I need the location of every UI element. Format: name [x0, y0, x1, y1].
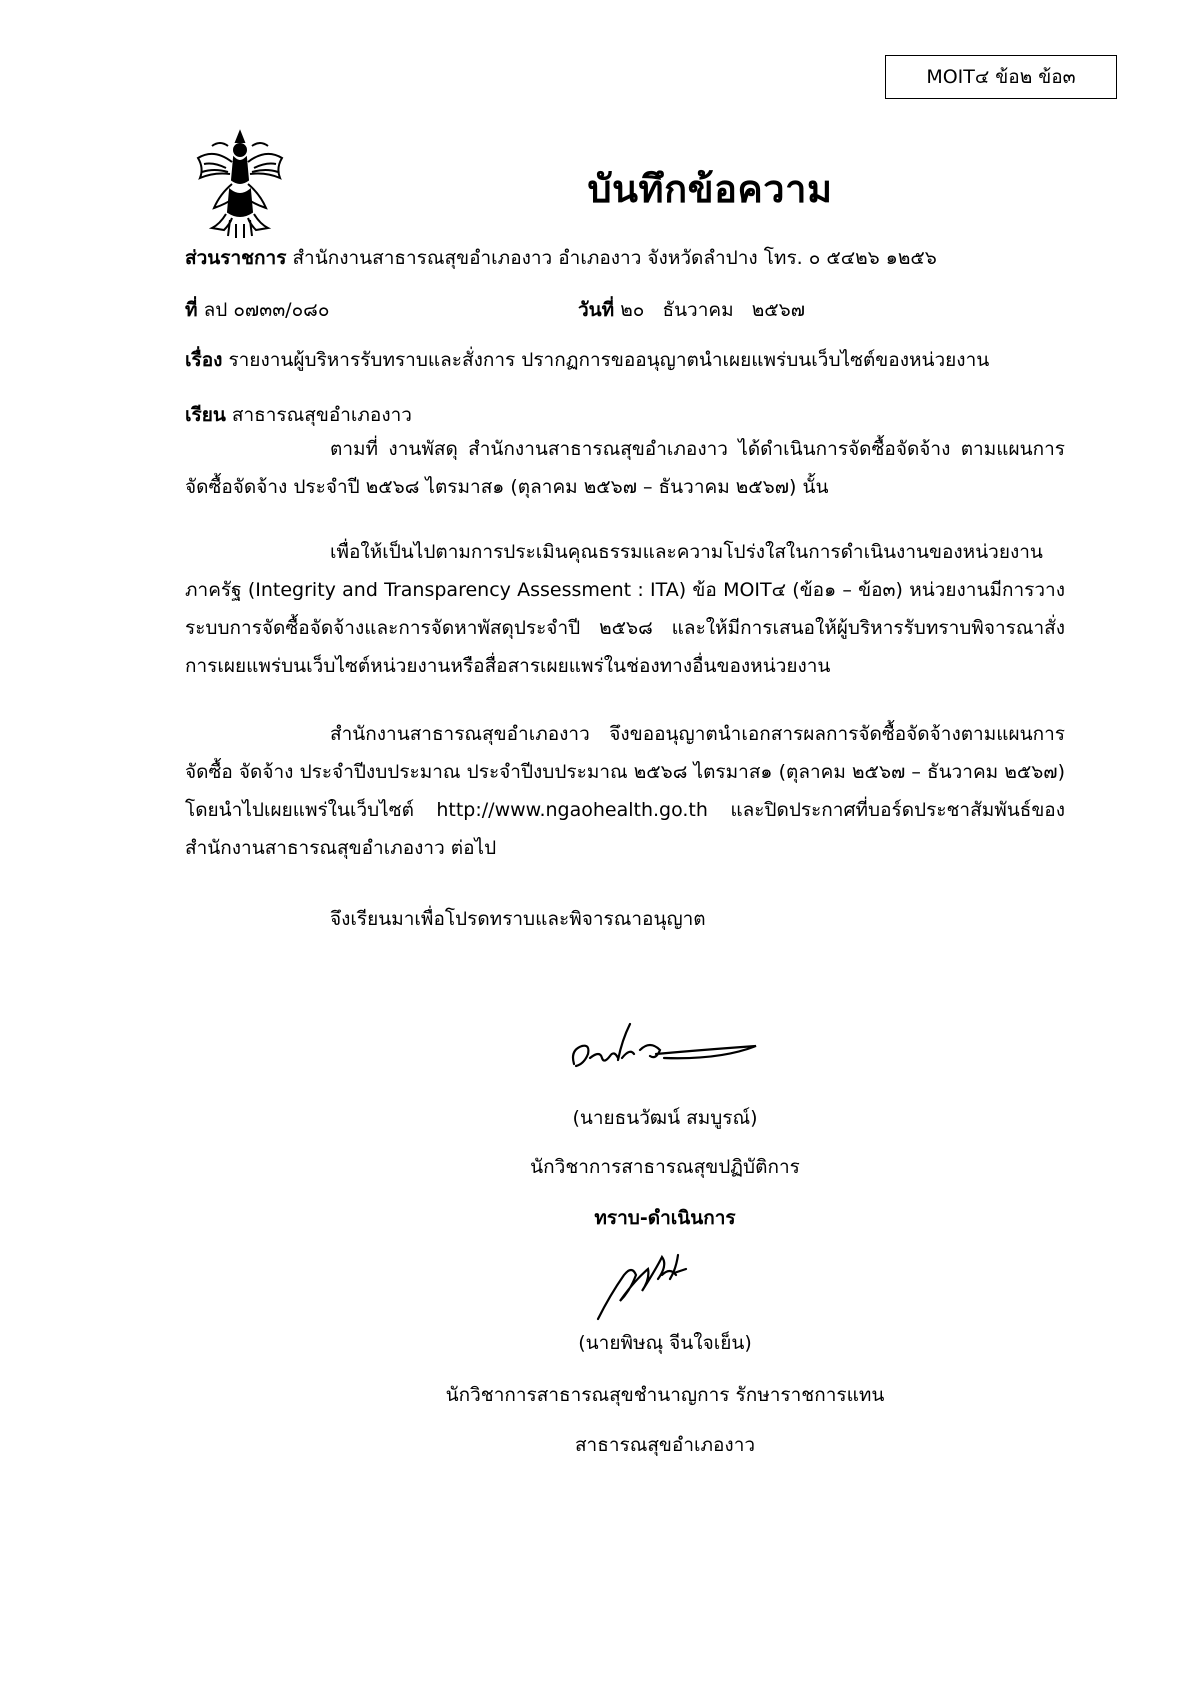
reference-label: ที่ [185, 299, 198, 321]
body-paragraph-3: สำนักงานสาธารณสุขอำเภองาว จึงขออนุญาตนำเอกสารผลการจัดซื้อจัดจ้างตามแผนการจัดซื้อ จัดจ้าง ประจำปีงบประมาณ ประจำปีงบประมาณ ๒๕๖๘ ไตรมาส๑ (ตุลาคม ๒๕๖๗ – ธันวาคม ๒๕๖๗) โดยนำไปเผยแพร่ในเว็บไซต์ http://www.ngaohealth.go.th และปิดประกาศที่บอร์ดประชาสัมพันธ์ของสำนักงานสาธารณสุขอำเภองาว ต่อไป [185, 723, 1065, 859]
agency-value: สำนักงานสาธารณสุขอำเภองาว อำเภองาว จังหวัดลำปาง โทร. ๐ ๕๔๒๖ ๑๒๕๖ [292, 247, 937, 269]
body-paragraph-4: จึงเรียนมาเพื่อโปรดทราบและพิจารณาอนุญาต [330, 908, 706, 930]
body-paragraph-2: เพื่อให้เป็นไปตามการประเมินคุณธรรมและความโปร่งใสในการดำเนินงานของหน่วยงานภาครัฐ (Integrity and Transparency Assessment : ITA) ข้อ MOIT๔ (ข้อ๑ – ข้อ๓) หน่วยงานมีการวางระบบการจัดซื้อจัดจ้างและการจัดหาพัสดุประจำปี ๒๕๖๘ และให้มีการเสนอให้ผู้บริหารรับทราบพิจารณาสั่งการเผยแพร่บนเว็บไซต์หน่วยงานหรือสื่อสารเผยแพร่ในช่องทางอื่นของหน่วยงาน [185, 541, 1065, 677]
date-label: วันที่ [578, 299, 615, 321]
subject-line [185, 345, 989, 375]
subject-value: รายงานผู้บริหารรับทราบและสั่งการ ปรากฏการขออนุญาตนำเผยแพร่บนเว็บไซต์ของหน่วยงาน [228, 349, 990, 371]
reference-line [185, 295, 329, 325]
addressee-line [185, 400, 412, 430]
addressee-value: สาธารณสุขอำเภองาว [231, 404, 412, 426]
date-value: ๒๐ ธันวาคม ๒๕๖๗ [620, 299, 806, 321]
signer-2-position: นักวิชาการสาธารณสุขชำนาญการ รักษาราชการแทน [445, 1384, 885, 1406]
signer-2-position-2: สาธารณสุขอำเภองาว [574, 1434, 756, 1456]
body-paragraph-1: ตามที่ งานพัสดุ สำนักงานสาธารณสุขอำเภองาว ได้ดำเนินการจัดซื้อจัดจ้าง ตามแผนการจัดซื้อจัดจ้าง ประจำปี ๒๕๖๘ ไตรมาส๑ (ตุลาคม ๒๕๖๗ – ธันวาคม ๒๕๖๗) นั้น [185, 438, 1065, 498]
document-code: MOIT๔ ข้อ๒ ข้อ๓ [926, 66, 1076, 88]
signer-2-name: (นายพิษณุ จีนใจเย็น) [578, 1332, 752, 1354]
document-code-box [885, 55, 1117, 99]
document-title: บันทึกข้อความ [587, 167, 833, 211]
signer-1-name: (นายธนวัฒน์ สมบูรณ์) [572, 1107, 758, 1129]
addressee-label: เรียน [185, 404, 226, 426]
signature-1-icon [560, 1020, 760, 1080]
approval-text: ทราบ-ดำเนินการ [594, 1207, 736, 1229]
agency-label: ส่วนราชการ [185, 247, 287, 269]
signer-1-position: นักวิชาการสาธารณสุขปฏิบัติการ [530, 1156, 800, 1178]
agency-line [185, 243, 937, 273]
date-line [578, 295, 805, 325]
signature-2-icon [590, 1245, 700, 1325]
reference-value: ลป ๐๗๓๓/๐๘๐ [203, 299, 330, 321]
subject-label: เรื่อง [185, 349, 223, 371]
garuda-emblem-icon [190, 128, 290, 240]
